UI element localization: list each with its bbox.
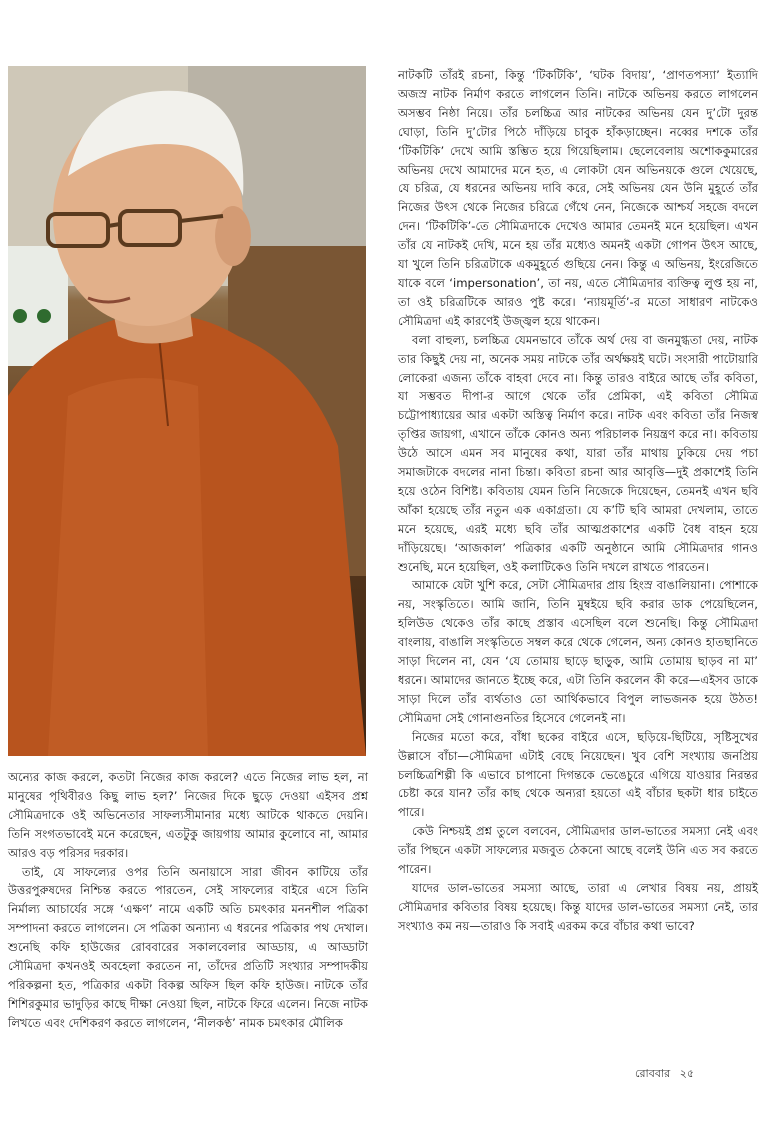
- green-knob-2: [37, 309, 51, 323]
- paragraph: যাদের ডাল-ভাতের সমস্যা আছে, তারা এ লেখার বিষয় নয়, প্রায়ই সৌমিত্রদার কবিতার বিষয় হয়েছে। কিন্তু যাদের ডাল-ভাতের সমস্যা নেই, তার সংখ্যাও কম নয়—তারাও কি সবাই এরকম করে বাঁচার কথা ভাবে?: [398, 880, 758, 933]
- paragraph: নিজের মতো করে, বাঁধা ছকের বাইরে এসে, ছড়িয়ে-ছিটিয়ে, সৃষ্টিসুখের উল্লাসে বাঁচা—সৌমিত্রদা এটাই বেছে নিয়েছেন। খুব বেশি সংখ্যায় জনপ্রিয় চলচ্চিত্রশিল্পী কি এভাবে চাপানো দিগন্তকে ভেঙেচুরে এগিয়ে যাওয়ার নিরন্তর চেষ্টা করে যান? তাঁর কাছ থেকে অন্যরা হয়তো এই বাঁচার ছকটা ধার চাইতে পারে।: [398, 729, 758, 820]
- paragraph: তাই, যে সাফল্যের ওপর তিনি অনায়াসে সারা জীবন কাটিয়ে তাঁর উত্তরপুরুষদের নিশ্চিন্ত করতে পারতেন, সেই সাফল্যের বাইরে এসে তিনি নির্মাল্য আচার্যের সঙ্গে ‘এক্ষণ’ নামে একটি অতি চমৎকার মননশীল পত্রিকা সম্পাদনা করতে লাগলেন। সে পত্রিকা অন্যান্য এ ধরনের পত্রিকার পথ দেখাল। শুনেছি কফি হাউজের রোববারের সকালবেলার আড্ডায়, এ আড্ডাটা সৌমিত্রদা কখনওই অবহেলা করতেন না, তাঁদের প্রতিটি সংখ্যার সম্পাদকীয় পরিকল্পনা হত, পত্রিকার একটা বিকল্প অফিস ছিল কফি হাউজ। নাটকে তাঁর শিশিরকুমার ভাদুড়ির কাছে দীক্ষা নেওয়া ছিল, নাটকে ফিরে এলেন। নিজে নাটক লিখতে এবং দেশিকরণ করতে লাগলেন, ‘নীলকণ্ঠ’ নামক চমৎকার মৌলিক: [8, 864, 368, 1030]
- paragraph: আমাকে যেটা খুশি করে, সেটা সৌমিত্রদার প্রায় হিংস্র বাঙালিয়ানা। পোশাকে নয়, সংস্কৃতিতে। আমি জানি, তিনি মুম্বইয়ে ছবি করার ডাক পেয়েছিলেন, হলিউড থেকেও তাঁর কাছে প্রস্তাব এসেছিল বলে শুনেছি। কিন্তু সৌমিত্রদা বাংলায়, বাঙালি সংস্কৃতিতে সম্বল করে থেকে গেলেন, অন্য কোনও হাতছানিতে সাড়া দিলেন না, যেন ‘যে তোমায় ছাড়ে ছাড়ুক, আমি তোমায় ছাড়ব না মা’ ধরনে। আমাদের জানতে ইচ্ছে করে, এটা তিনি করলেন কী করে—এইসব ডাকে সাড়া দিলে তাঁর ব্যর্থতাও তো আর্থিকভাবে বিপুল লাভজনক হয়ে উঠত! সৌমিত্রদা সেই গোনাগুনতির হিসেবে গেলেনই না।: [398, 578, 758, 725]
- kurta-highlight: [48, 378, 208, 756]
- footer-section-name: রোববার: [635, 1067, 671, 1080]
- page-footer: [629, 1065, 694, 1084]
- paragraph: বলা বাহুল্য, চলচ্চিত্র যেমনভাবে তাঁকে অর্থ দেয় বা জনমুগ্ধতা দেয়, নাটক তার কিছুই দেয় না, অনেক সময় নাটকে তাঁর অর্থক্ষয়ই ঘটে। সংসারী পাটোয়ারি লোকেরা এজন্য তাঁকে বাহবা দেবে না। কিন্তু তারও বাইরে আছে তাঁর কবিতা, যা সম্ভবত দীপা-র আগে থেকে তাঁর প্রেমিকা, এই কবিতা সৌমিত্র চট্টোপাধ্যায়ের আর একটা অস্তিত্ব নির্মাণ করে। নাটক এবং কবিতা তাঁর নিজস্ব তৃপ্তির জায়গা, এখানে তাঁকে কোনও অন্য পরিচালক নিয়ন্ত্রণ করে না। কবিতায় উঠে আসে এমন সব মানুষের কথা, যারা তাঁর মাথায় ঢুকিয়ে দেয় পচা সমাজটাকে বদলের নানা চিন্তা। কবিতা রচনা আর আবৃত্তি—দুই প্রকাশেই তিনি হয়ে ওঠেন বিশিষ্ট। কবিতায় যেমন তিনি নিজেকে দিয়েছেন, তেমনই এখন ছবি আঁকা হয়েছে তাঁর নতুন এক একাগ্রতা। যে ক’টি ছবি আমরা দেখলাম, তাতে মনে হয়েছে, এরই মধ্যে ছবি তাঁর আত্মপ্রকাশের একটি বৈধ বাহন হয়ে দাঁড়িয়েছে। ‘আজকাল’ পত্রিকার একটি অনুষ্ঠানে আমি সৌমিত্রদার গানও শুনেছি, মনে হয়েছিল, ওই কলাটিকেও তিনি দখলে রাখতে পারতেন।: [398, 332, 759, 574]
- article-column-right: [398, 66, 758, 936]
- page-number: ২৫: [679, 1067, 694, 1080]
- paragraph: নাটকটি তাঁরই রচনা, কিন্তু ‘টিকটিকি’, ‘ঘটক বিদায়’, ‘প্রাণতপস্যা’ ইত্যাদি অজস্র নাটক নির্মাণ করতে লাগলেন তিনি। নাটকে অভিনয় করতে লাগলেন অসম্ভব নিষ্ঠা নিয়ে। তাঁর চলচ্চিত্র আর নাটকের অভিনয় যেন দু’টো দুরন্ত ঘোড়া, তিনি দু’টোর পিঠে দাঁড়িয়ে চাবুক হাঁকড়াচ্ছেন। নব্বের দশকে তাঁর ‘টিকটিকি’ দেখে আমি স্তম্ভিত হয়ে গিয়েছিলাম। ছেলেবেলায় অশোককুমারের অভিনয় দেখে আমাদের মনে হত, এ লোকটা যেন অভিনয়কে গুলে খেয়েছে, যে চরিত্র, যে ধরনের অভিনয় দাবি করে, সেই অভিনয় যেন উনি মুহূর্তে তাঁর নিজের উৎস থেকে নিজের চরিত্রে গেঁথে নেন, নিজেকে আশ্চর্য সহজে বদলে দেন। ‘টিকটিকি’-তে সৌমিত্রদাকে দেখেও আমার তেমনই মনে হয়েছিল। এখন তাঁর যে নাটকই দেখি, মনে হয় তাঁর মধ্যেও অমনই একটা গোপন উৎস আছে, যা খুলে তিনি চরিত্রটাকে একমুহূর্তে গুছিয়ে নেন। কিন্তু এ অভিনয়, ইংরেজিতে যাকে বলে ‘impersonation’, তা নয়, এতে সৌমিত্রদার ব্যক্তিত্ব লুপ্ত হয় না, তা ওই চরিত্রটিকে আরও পুষ্ট করে। ‘ন্যায়মূর্তি’-র মতো সাধারণ নাটকেও সৌমিত্রদা এই কারণেই উজ্জ্বল হয়ে থাকেন।: [398, 68, 758, 328]
- article-column-left: [8, 768, 368, 1033]
- portrait-photo: [8, 66, 366, 756]
- paragraph: অন্যের কাজ করলে, কতটা নিজের কাজ করলে? এতে নিজের লাভ হল, না মানুষের পৃথিবীরও কিছু লাভ হল?’ নিজের দিকে ছুড়ে দেওয়া এইসব প্রশ্ন সৌমিত্রদাকে ওই অভিনেতার সাফল্যসীমানার মধ্যে আটকে থাকতে দেয়নি। তিনি সংগতভাবেই মনে করেছেন, এতটুকু জায়গায় আমার কুলোবে না, আমার আরও বড় পরিসর দরকার।: [8, 770, 368, 860]
- paragraph: কেউ নিশ্চয়ই প্রশ্ন তুলে বলবেন, সৌমিত্রদার ডাল-ভাতের সমস্যা নেই এবং তাঁর পিছনে একটা সাফল্যের মজবুত ঠেকনো আছে বলেই উনি এত সব করতে পারেন।: [398, 824, 758, 877]
- green-knob: [13, 309, 27, 323]
- portrait-illustration: [8, 66, 366, 756]
